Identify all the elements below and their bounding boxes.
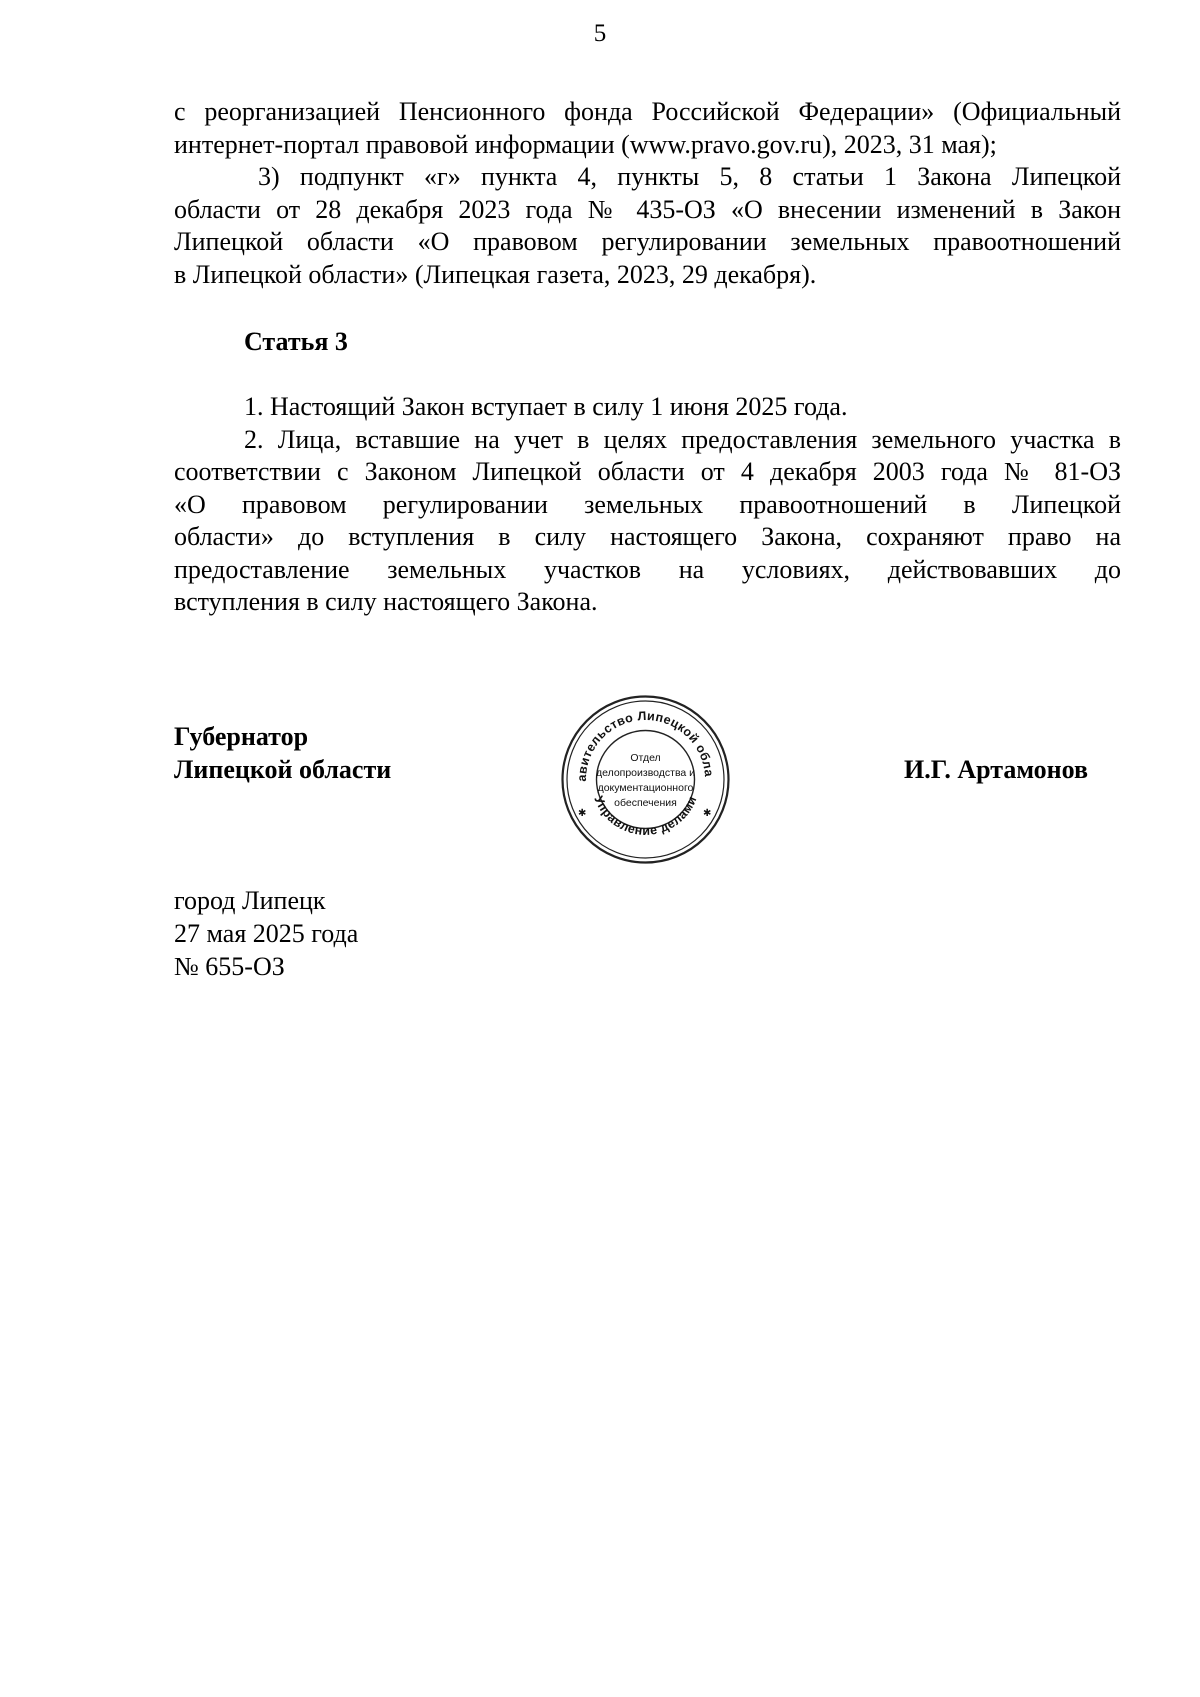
seal-center-line: делопроизводства и [595, 767, 696, 779]
article-heading: Статья 3 [244, 327, 348, 356]
signatory-title [174, 720, 391, 786]
item3-line: 3) подпункт «г» пункта 4, пункты 5, 8 статьи 1 Закона Липецкой [258, 162, 1121, 191]
intro-section [174, 96, 1121, 291]
date-line: 27 мая 2025 года [174, 919, 359, 948]
article-paragraph-1: 1. Настоящий Закон вступает в силу 1 июня 2025 года. [244, 392, 848, 421]
intro-line: с реорганизацией Пенсионного фонда Российской Федерации» (Официальный [174, 97, 1121, 126]
article-paragraph-2-line: соответствии с Законом Липецкой области от 4 декабря 2003 года № 81-ОЗ [174, 457, 1121, 486]
article-paragraph-2-line: «О правовом регулировании земельных правоотношений в Липецкой [174, 489, 1121, 519]
seal-bottom-text: Управление делами [591, 793, 700, 838]
signatory-title-line: Липецкой области [174, 755, 392, 784]
article-paragraph-2-line: 2. Лица, вставшие на учет в целях предоставления земельного участка в [244, 424, 1121, 454]
item3-line: Липецкой области «О правовом регулировании земельных правоотношений [174, 227, 1121, 256]
city-line: город Липецк [174, 886, 326, 915]
seal-center-line: обеспечения [614, 797, 677, 809]
signatory-name: И.Г. Артамонов [904, 755, 1089, 784]
seal-star-right-icon: ✱ [703, 808, 712, 819]
article-paragraph-2-line: вступления в силу настоящего Закона. [174, 587, 598, 616]
item3-line: в Липецкой области» (Липецкая газета, 2023, 29 декабря). [174, 259, 817, 289]
seal-center-line: Отдел [630, 752, 661, 764]
seal-top-text: авительство Липецкой обла [574, 708, 717, 782]
article-paragraph-2-line: предоставление земельных участков на условиях, действовавших до [174, 554, 1121, 584]
law-number-line: № 655-ОЗ [174, 952, 285, 981]
seal-center-line: документационного [597, 782, 694, 794]
article-body [174, 391, 1121, 619]
intro-line: интернет-портал правовой информации (www.pravo.gov.ru), 2023, 31 мая); [174, 129, 997, 159]
item3-line: области от 28 декабря 2023 года № 435-ОЗ «О внесении изменений в Закон [174, 194, 1121, 224]
signatory-title-line: Губернатор [174, 722, 309, 751]
document-footer [174, 884, 358, 983]
official-seal [558, 692, 733, 867]
article-paragraph-2-line: области» до вступления в силу настоящего Закона, сохраняют право на [174, 522, 1121, 551]
seal-graphic [558, 692, 733, 867]
page-number: 5 [593, 20, 607, 47]
seal-star-left-icon: ✱ [578, 808, 587, 819]
